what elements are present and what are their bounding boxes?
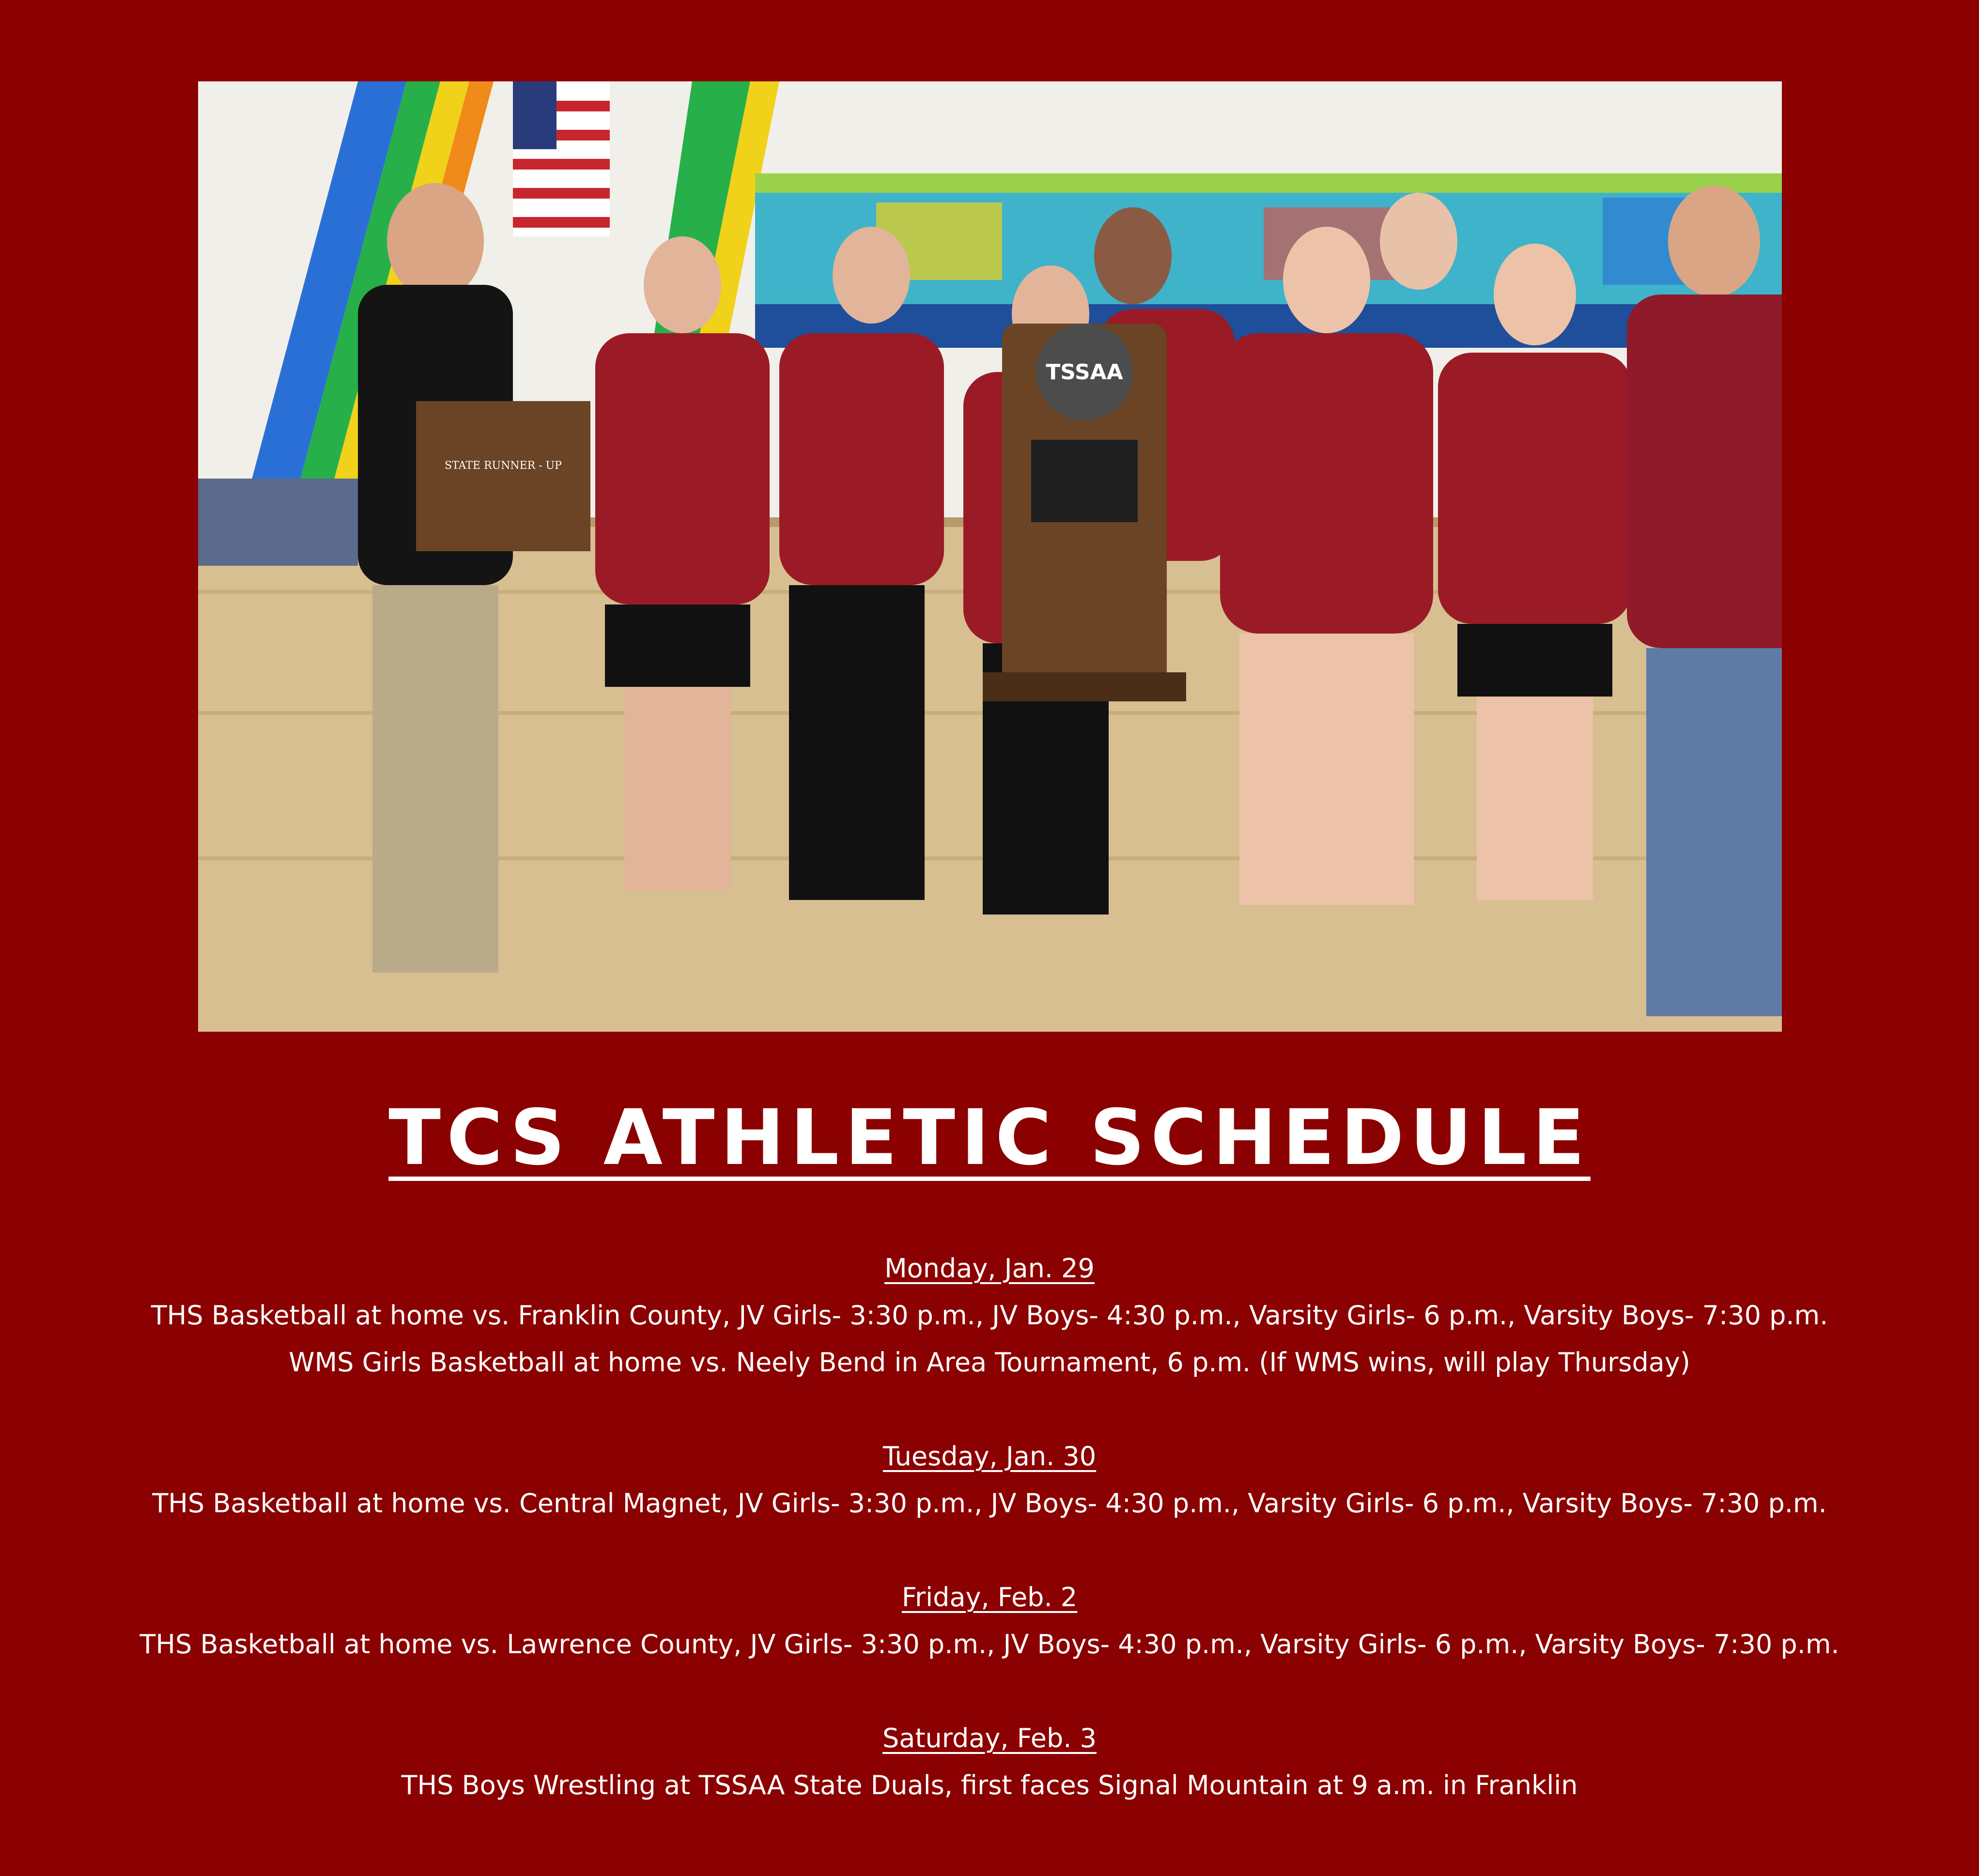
schedule-day-saturday — [0, 1715, 1979, 1809]
day-heading: Saturday, Feb. 3 — [882, 1723, 1097, 1753]
event-line: THS Basketball at home vs. Central Magnet, JV Girls- 3:30 p.m., JV Boys- 4:30 p.m., Varsity Girls- 6 p.m., Varsity Boys- 7:30 p.m. — [152, 1488, 1827, 1519]
schedule-day-monday — [0, 1245, 1979, 1386]
event-line: THS Basketball at home vs. Lawrence County, JV Girls- 3:30 p.m., JV Boys- 4:30 p.m., Varsity Girls- 6 p.m., Varsity Boys- 7:30 p.m. — [139, 1629, 1840, 1659]
team-photo-illustration — [198, 81, 1782, 1032]
team-photo — [198, 81, 1782, 1032]
trophy-text: TSSAA — [1046, 360, 1123, 385]
schedule — [0, 1245, 1979, 1856]
day-heading: Tuesday, Jan. 30 — [882, 1441, 1097, 1472]
day-heading: Friday, Feb. 2 — [901, 1582, 1078, 1612]
day-heading: Monday, Jan. 29 — [884, 1253, 1095, 1284]
page-title — [0, 1093, 1979, 1182]
event-line: THS Boys Wrestling at TSSAA State Duals, first faces Signal Mountain at 9 a.m. in Franklin — [401, 1770, 1578, 1800]
schedule-day-tuesday — [0, 1433, 1979, 1527]
event-line: THS Basketball at home vs. Franklin County, JV Girls- 3:30 p.m., JV Boys- 4:30 p.m., Varsity Girls- 6 p.m., Varsity Boys- 7:30 p.m. — [151, 1300, 1828, 1331]
event-line: WMS Girls Basketball at home vs. Neely Bend in Area Tournament, 6 p.m. (If WMS wins, will play Thursday) — [289, 1347, 1690, 1378]
plaque-text: STATE RUNNER - UP — [445, 460, 562, 472]
page-title-text: TCS ATHLETIC SCHEDULE — [388, 1093, 1591, 1182]
schedule-day-friday — [0, 1574, 1979, 1668]
